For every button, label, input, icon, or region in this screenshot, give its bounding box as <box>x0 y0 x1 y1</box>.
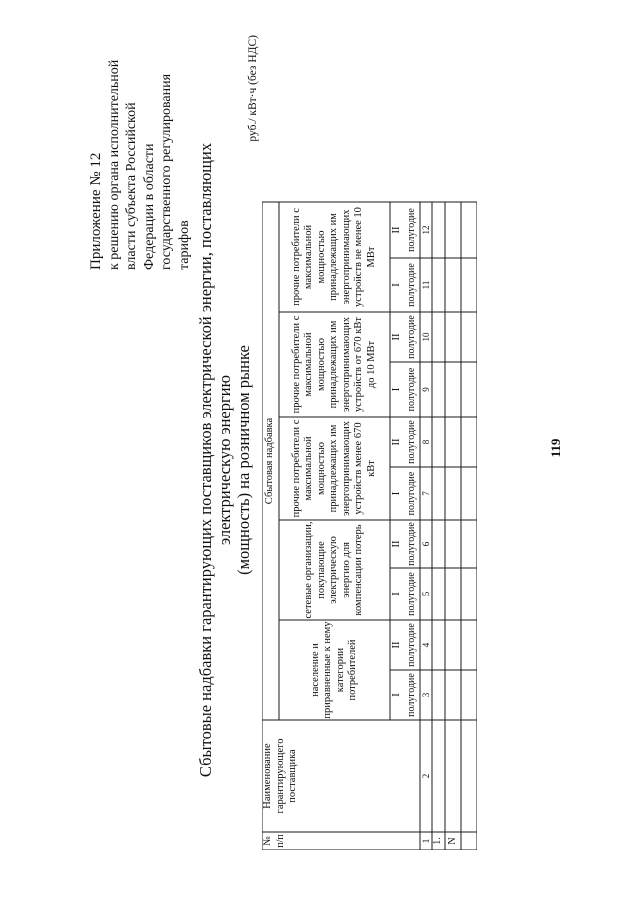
appendix-title: Приложение № 12 <box>88 152 104 270</box>
half-year-roman: II <box>391 226 403 234</box>
half-year-label: полугодие <box>405 208 417 252</box>
table-cell <box>445 620 461 670</box>
column-number: 12 <box>420 225 431 235</box>
column-number: 2 <box>420 773 431 779</box>
table-cell <box>432 520 445 568</box>
table-cell <box>445 258 461 312</box>
table-cell <box>445 720 461 832</box>
appendix-line: к решению органа исполнительной <box>106 59 122 270</box>
appendix-block <box>88 20 193 270</box>
table-cell <box>432 670 445 720</box>
half-year-roman: I <box>391 693 403 697</box>
markup-table <box>262 60 477 850</box>
title-line: (мощность) на розничном рынке <box>234 345 253 575</box>
table-cell <box>445 568 461 620</box>
column-number: 3 <box>420 692 431 698</box>
half-year-roman: I <box>391 491 403 496</box>
consumer-group-header: прочие потребители с максимальной мощностью принадлежащих им энергопринимающих устройств менее 670 кВт <box>290 419 377 518</box>
num-column-header: № п/п <box>262 834 286 848</box>
supplier-column-header: Наименование гарантирующего поставщика <box>262 738 298 814</box>
column-number: 1 <box>420 838 431 844</box>
half-year-label: полугодие <box>405 420 417 464</box>
table-cell <box>432 312 445 362</box>
table-cell <box>445 202 461 258</box>
half-year-label: полугодие <box>405 367 417 412</box>
half-year-label: полугодие <box>405 471 417 516</box>
column-number: 9 <box>420 387 431 392</box>
half-year-label: полугодие <box>405 315 417 359</box>
appendix-line: Федерации в области <box>141 143 157 270</box>
table-cell <box>445 417 461 467</box>
table-cell <box>432 202 445 258</box>
table-cell <box>432 258 445 312</box>
column-number: 7 <box>420 491 431 496</box>
table-cell <box>445 520 461 568</box>
column-number: 10 <box>420 332 431 342</box>
table-cell <box>432 417 445 467</box>
half-year-roman: II <box>391 333 403 341</box>
half-year-roman: II <box>391 641 403 649</box>
table-cell <box>445 362 461 417</box>
units-label: руб./ кВт·ч (без НДС) <box>247 35 259 142</box>
column-number: 6 <box>420 541 431 547</box>
column-number: 4 <box>420 642 431 648</box>
column-number: 11 <box>420 280 431 290</box>
appendix-line: тарифов <box>176 220 192 270</box>
table-cell <box>445 467 461 520</box>
half-year-label: полугодие <box>405 572 417 616</box>
title-line: Сбытовые надбавки гарантирующих поставщиков электрической энергии, поставляющих электрическую энергию <box>196 142 234 778</box>
row-number: 1. <box>432 837 444 845</box>
consumer-group-header: население и приравненные к нему категории потребителей <box>309 621 358 719</box>
half-year-roman: II <box>391 438 403 446</box>
half-year-roman: II <box>391 540 403 548</box>
half-year-roman: I <box>391 283 403 287</box>
half-year-roman: I <box>391 387 403 392</box>
table-cell <box>445 312 461 362</box>
half-year-label: полугодие <box>405 673 417 717</box>
document-title <box>196 140 253 780</box>
half-year-label: полугодие <box>405 263 417 307</box>
column-number: 8 <box>420 439 431 445</box>
table-cell <box>432 720 445 832</box>
half-year-label: полугодие <box>405 522 417 566</box>
table-cell <box>432 568 445 620</box>
consumer-group-header: сетевые организации, покупающие электрическую энергию для компенсации потерь <box>303 521 365 619</box>
markup-group-header: Сбытовая надбавка <box>264 417 276 505</box>
page-number: 119 <box>548 438 563 458</box>
table-cell <box>445 670 461 720</box>
table-cell <box>432 467 445 520</box>
appendix-line: власти субъекта Российской <box>124 102 139 270</box>
table-cell <box>432 620 445 670</box>
half-year-roman: I <box>391 592 403 596</box>
column-number: 5 <box>420 591 431 597</box>
table-cell <box>432 362 445 417</box>
consumer-group-header: прочие потребители с максимальной мощностью принадлежащих им энергопринимающих устройств от 670 кВт до 10 МВт <box>290 315 377 414</box>
row-number: N <box>446 837 458 845</box>
consumer-group-header: прочие потребители с максимальной мощностью принадлежащих им энергопринимающих устройств не менее 10 МВт <box>290 207 377 307</box>
appendix-line: государственного регулирования <box>159 73 174 270</box>
half-year-label: полугодие <box>405 623 417 667</box>
